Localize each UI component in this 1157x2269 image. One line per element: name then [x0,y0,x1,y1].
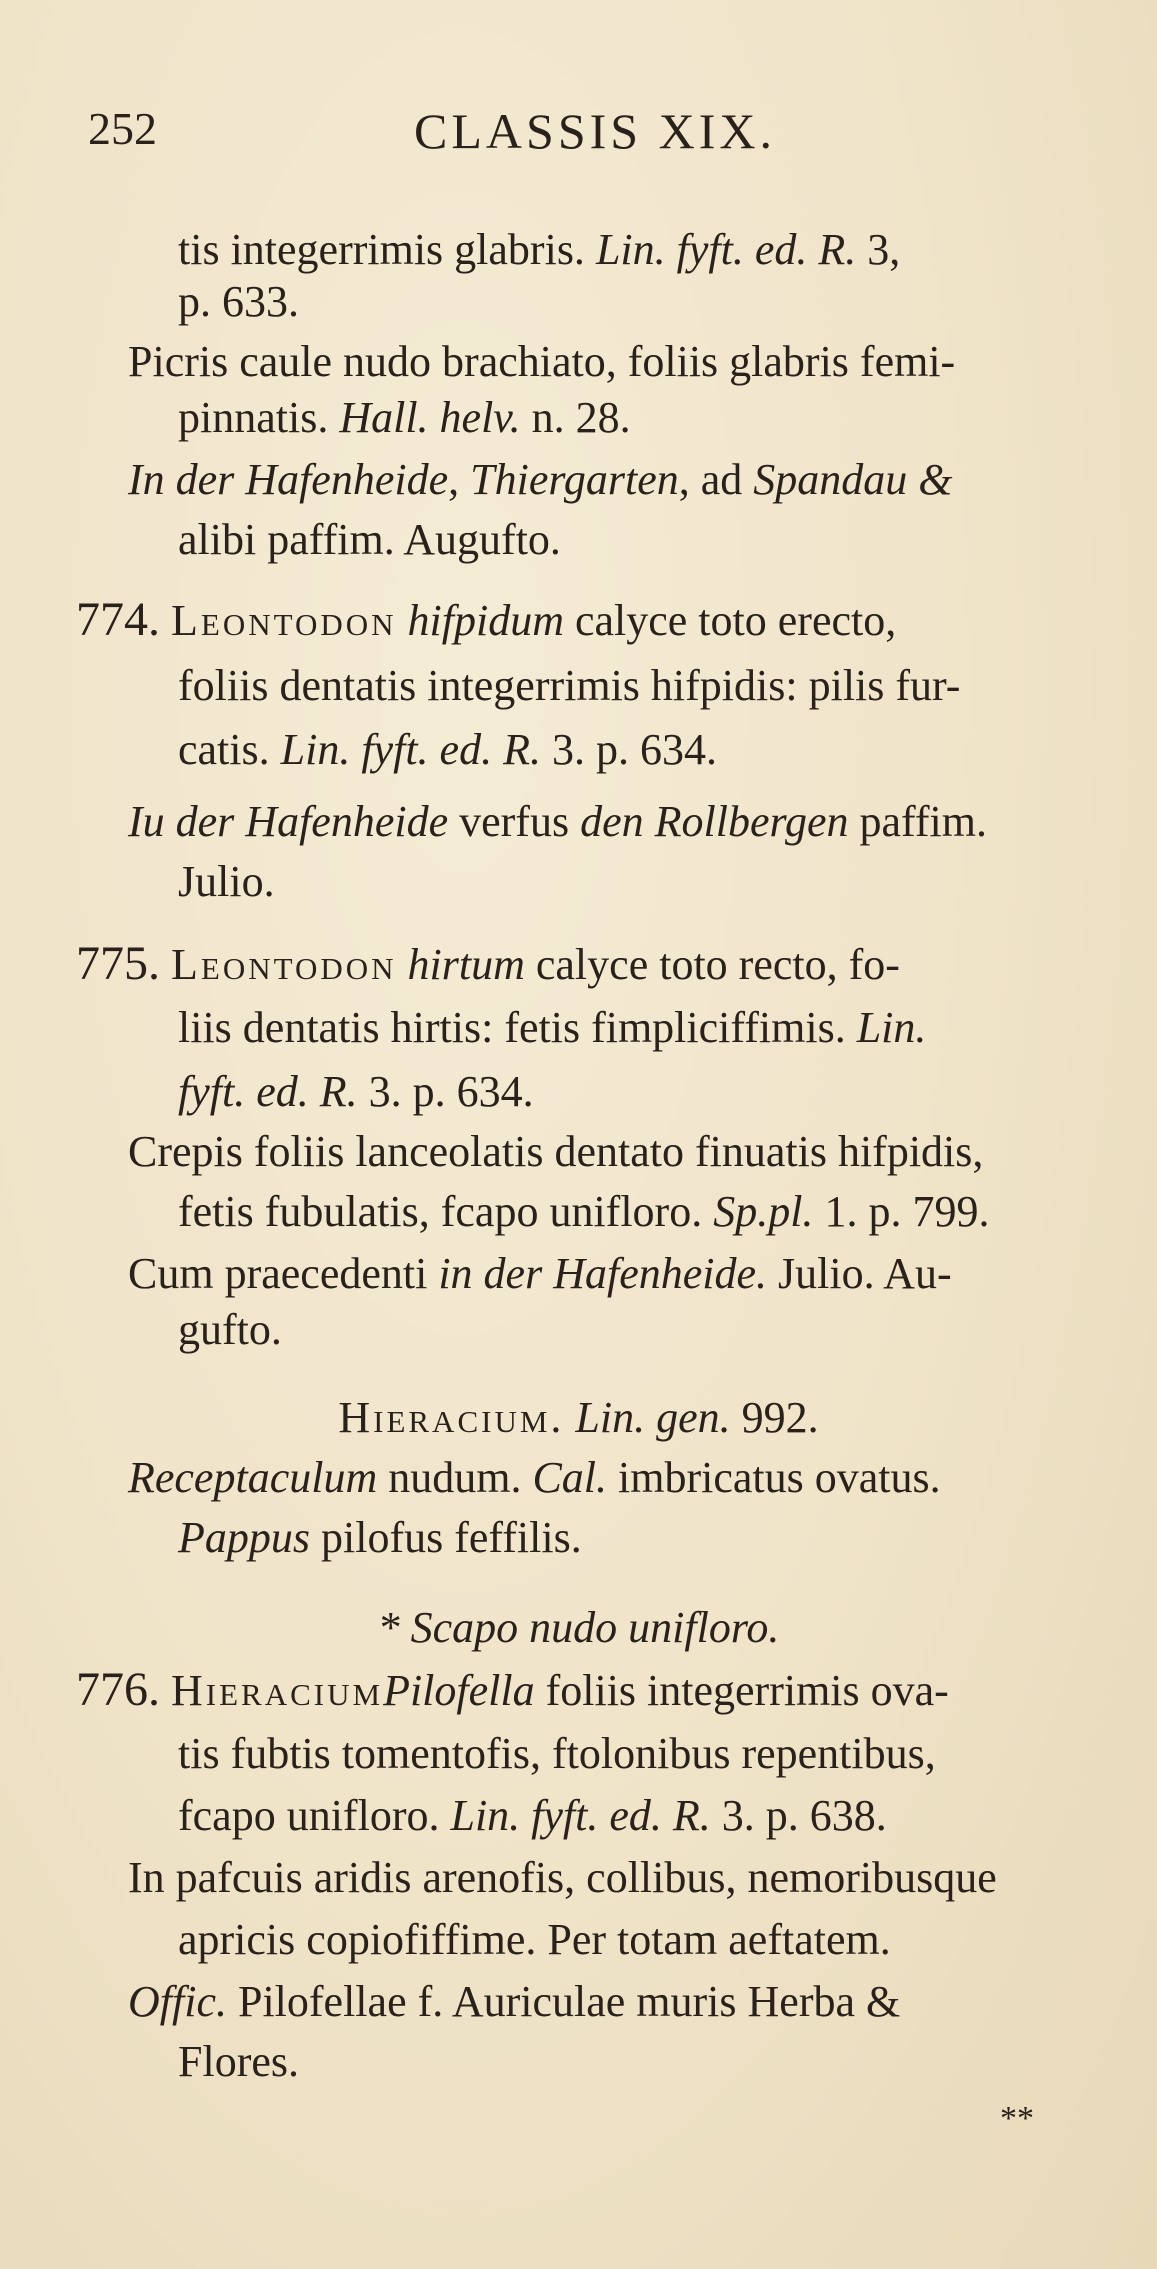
line-text: paffim. [859,797,987,846]
text-line [178,722,717,778]
line-text: pinnatis. [178,393,329,442]
text-line [178,1726,936,1782]
text-line [178,390,631,446]
reference: Lin. fyft. ed. R. [450,1791,711,1840]
text-line [128,1246,952,1302]
term: Cal. [532,1453,608,1502]
line-text: pilofus feffilis. [321,1513,582,1562]
line-text: Flores. [178,2037,299,2086]
text-line [128,794,987,850]
line-text: 3. p. 634. [368,1067,534,1116]
line-text: , ad [678,455,743,504]
text-line [178,274,299,330]
text-line [128,1850,997,1906]
reference: fyft. ed. R. [178,1067,358,1116]
line-text: gufto. [178,1305,282,1354]
page-number: 252 [88,103,157,154]
text-line [178,1064,534,1120]
line-text: foliis integerrimis ova- [545,1666,949,1715]
reference: Lin. fyft. ed. R. [595,225,857,274]
text-line [128,1124,983,1180]
line-text: verfus [459,797,570,846]
line-text: In pafcuis aridis arenofis, collibus, nemoribusque [128,1853,997,1902]
line-text: calyce toto recto, fo- [535,940,900,989]
line-text: Pilofellae f. Auriculae muris Herba & [237,1977,901,2026]
line-text: Picris caule nudo brachiato, foliis glabris femi- [128,337,956,386]
genus-name: Hieracium [171,1666,384,1715]
line-text: Julio. Au- [778,1249,952,1298]
line-text: fetis fubulatis, fcapo unifloro. [178,1187,703,1236]
line-text: tis integerrimis glabris. [178,225,585,274]
locality: Iu der Hafenheide [128,797,449,846]
line-text: alibi paffim. Augufto. [178,515,561,564]
genus-heading [0,1390,1157,1446]
entry-number: 774. [76,593,160,646]
line-text: fcapo unifloro. [178,1791,440,1840]
locality: In der Hafenheide [128,455,449,504]
line-text: Crepis foliis lanceolatis dentato finuatis hifpidis, [128,1127,984,1176]
line-text: p. 633. [178,277,299,326]
genus-name: Leontodon [171,596,397,645]
line-text: calyce toto erecto, [574,596,897,645]
text-line [178,854,275,910]
line-text: foliis dentatis integerrimis hifpidis: pilis fur- [178,661,961,710]
text-line [178,222,900,278]
line-text: catis. [178,725,270,774]
species-name: Pilofella [383,1666,535,1715]
text-line [178,1510,582,1566]
term: Receptaculum [128,1453,378,1502]
page-header [70,102,1080,172]
text-line [178,1912,891,1968]
reference: Lin. [856,1003,927,1052]
text-line [178,1788,887,1844]
text-line [128,334,955,390]
text-line [178,512,561,568]
line-text: 992. [741,1393,819,1442]
subsection-title: * Scapo nudo unifloro. [377,1603,780,1652]
genus-name: Hieracium. [338,1393,565,1442]
reference: Hall. helv. [339,393,521,442]
text-line [178,1302,282,1358]
reference: Lin. fyft. ed. R. [280,725,541,774]
term: Offic. [128,1977,227,2026]
line-text: tis fubtis tomentofis, ftolonibus repentibus, [178,1729,936,1778]
catchword: ** [1000,2100,1034,2137]
punct: , [448,455,460,504]
line-text: imbricatus ovatus. [618,1453,941,1502]
text-line [128,1450,941,1506]
genus-name: Leontodon [171,940,397,989]
entry-774 [76,592,896,649]
line-text: 3. p. 638. [721,1791,887,1840]
locality: Thiergarten [470,455,679,504]
entry-number: 775. [76,937,160,990]
line-text: Cum praecedenti [128,1249,428,1298]
line-text: 3, [867,225,901,274]
text-line [128,1974,900,2030]
entry-775 [76,936,900,993]
entry-776 [76,1662,949,1719]
running-head: CLASSIS XIX. [414,103,776,159]
line-text: nudum. [388,1453,522,1502]
species-name: hifpidum [407,596,564,645]
text-line [128,452,952,508]
locality: in der Hafenheide. [438,1249,768,1298]
entry-number: 776. [76,1663,160,1716]
text-line [178,1000,926,1056]
reference: Lin. gen. [575,1393,731,1442]
line-text: n. 28. [531,393,631,442]
text-line [178,1184,989,1240]
locality: den Rollbergen [580,797,849,846]
line-text: Julio. [178,857,275,906]
subsection-heading [0,1600,1157,1656]
reference: Sp.pl. [713,1187,814,1236]
line-text: liis dentatis hirtis: fetis fimpliciffimis. [178,1003,846,1052]
locality: Spandau & [753,455,953,504]
text-line [178,2034,299,2090]
species-name: hirtum [407,940,525,989]
line-text: apricis copiofiffime. Per totam aeftatem. [178,1915,891,1964]
text-line [178,658,960,714]
term: Pappus [178,1513,310,1562]
line-text: 3. p. 634. [551,725,717,774]
line-text: 1. p. 799. [824,1187,990,1236]
